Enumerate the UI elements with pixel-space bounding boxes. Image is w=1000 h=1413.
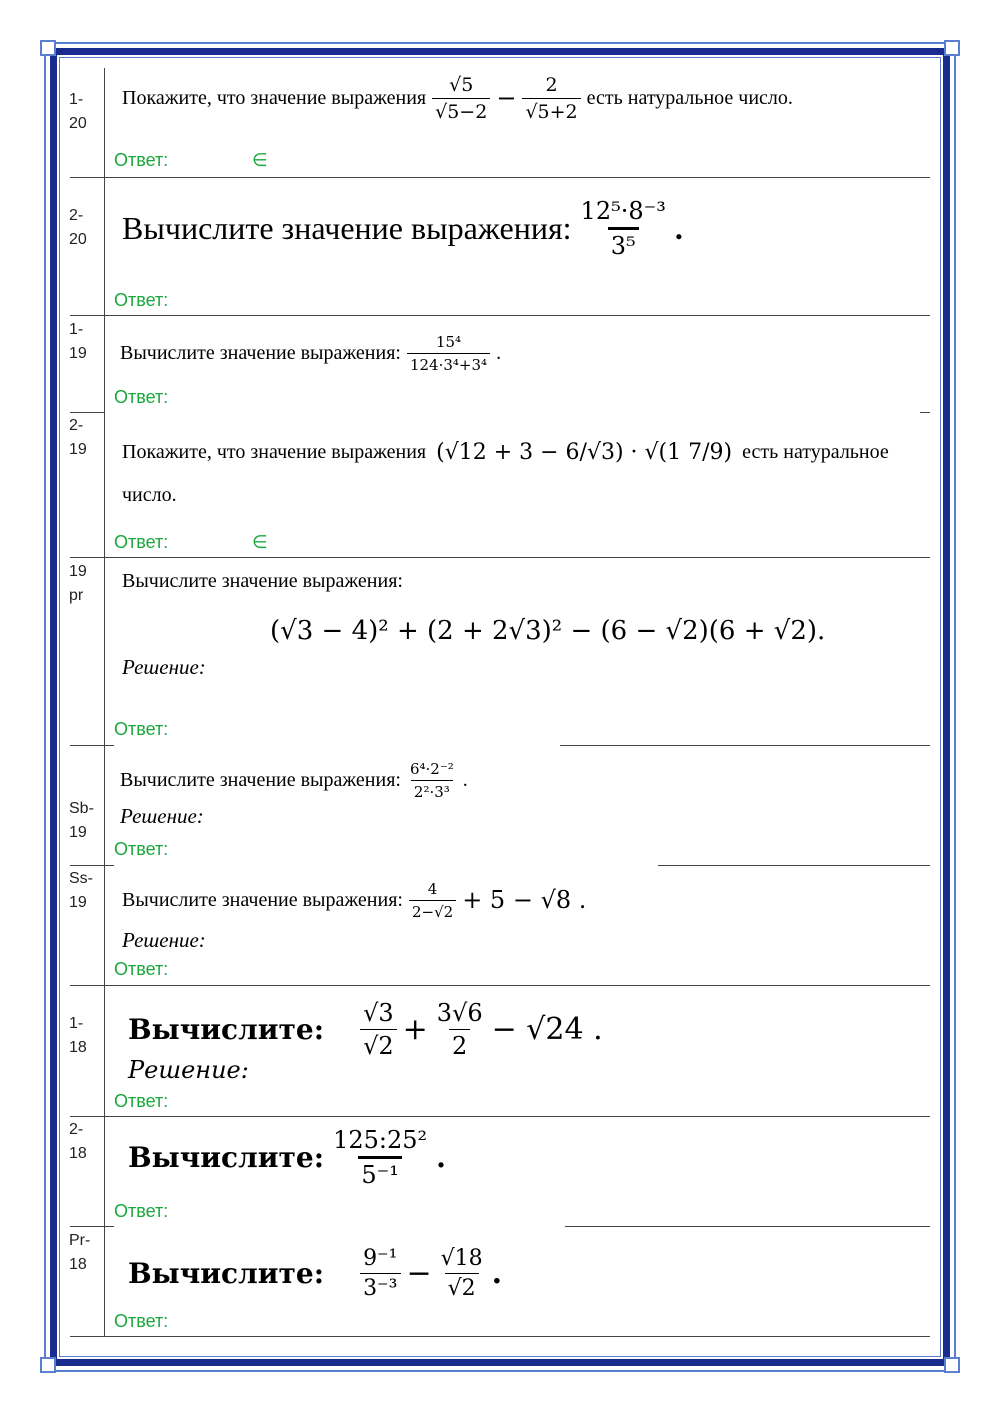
answer-label: Ответ:: [114, 1201, 169, 1221]
answer-label: Ответ:: [114, 290, 169, 310]
answer-label: Ответ:: [114, 532, 169, 552]
problem-number: 1- 20: [69, 91, 87, 132]
table-column-divider: [104, 68, 105, 1336]
problem-number: 1- 18: [69, 1015, 87, 1056]
row-divider: [920, 412, 930, 413]
problem-statement: Покажите, что значение выражения $\frac{√5}{√5-2}$ − $\frac{2}{√5+2}$ есть натуральное число.: [122, 73, 793, 123]
element-of-symbol: ∈: [252, 532, 268, 553]
problem-statement: Вычислите: $\frac{\text{125:25²}}{\text{5⁻¹}}$ .: [128, 1125, 446, 1189]
row-divider: [70, 1226, 114, 1227]
row-divider: [565, 1226, 930, 1227]
solution-label: Решение:: [120, 804, 204, 828]
problem-text: есть натуральное число.: [586, 86, 793, 109]
problem-text: есть натуральное: [742, 440, 889, 463]
problem-statement: Вычислите значение выражения: $\frac{\text{12⁵·8⁻³}}{\text{3⁵}}$ .: [122, 196, 683, 260]
problem-statement: Вычислите: $\frac{√3}{√2}$ + $\frac{3√6}{2}$ − √24 .: [128, 998, 603, 1060]
answer-label: Ответ:: [114, 839, 169, 859]
problem-statement: Вычислите значение выражения: $\frac{\text{15⁴}}{\text{124·3⁴+3⁴}}$ .: [120, 332, 502, 374]
problem-statement: [122, 422, 889, 482]
problem-text: Вычислите:: [128, 1140, 325, 1174]
row-divider: [70, 412, 104, 413]
corner-ornament: [944, 40, 960, 56]
answer-label: Ответ:: [114, 719, 169, 739]
answer-label: Ответ:: [114, 959, 169, 979]
problem-statement: Вычислите: $\frac{\text{9⁻¹}}{\text{3⁻³}}$ − $\frac{√18}{√2}$ .: [128, 1245, 503, 1301]
problem-number: 1- 19: [69, 321, 87, 362]
row-divider: [70, 865, 114, 866]
problem-text: Вычислите:: [128, 1012, 325, 1046]
answer-label: Ответ:: [114, 387, 169, 407]
fraction: $\frac{\text{125:25²}}{\text{5⁻¹}}$: [333, 1125, 428, 1189]
row-divider: [70, 557, 930, 558]
element-of-symbol: ∈: [252, 150, 268, 171]
fraction: $\frac{4}{2-√2}$: [409, 880, 456, 921]
problem-number: 2- 19: [69, 417, 87, 458]
problem-text: число.: [122, 484, 177, 506]
fraction: $\frac{√18}{√2}$: [440, 1245, 483, 1301]
fraction: $\frac{\text{9⁻¹}}{\text{3⁻³}}$: [360, 1246, 400, 1301]
problem-text: Покажите, что значение выражения: [122, 86, 427, 109]
problem-number: Sb- 19: [69, 800, 94, 841]
problem-number: 19 pr: [69, 563, 87, 604]
corner-ornament: [40, 40, 56, 56]
row-divider: [70, 745, 114, 746]
fraction: $\frac{√5}{√5-2}$: [432, 74, 490, 123]
problem-statement: [122, 872, 586, 928]
solution-label: Решение:: [122, 928, 206, 952]
problem-number: Ss- 19: [69, 870, 93, 911]
fraction: $\frac{\text{12⁵·8⁻³}}{\text{3⁵}}$: [580, 196, 666, 260]
math-expression: (√3 − 4)² + (2 + 2√3)² − (6 − √2)(6 + √2).: [270, 616, 826, 646]
fraction: $\frac{\text{6⁴·2⁻²}}{\text{2²·3³}}$: [409, 759, 454, 801]
corner-ornament: [944, 1357, 960, 1373]
row-divider: [658, 865, 930, 866]
problem-number: 2- 18: [69, 1121, 87, 1162]
problem-text: Вычислите:: [128, 1256, 325, 1290]
math-expression: (√12 + 3 − 6/√3) · √(1 7/9): [436, 439, 733, 465]
problem-text: Вычислите значение выражения:: [122, 209, 572, 246]
fraction: $\frac{2}{√5+2}$: [522, 74, 580, 123]
row-divider: [70, 985, 930, 986]
problem-number: 2- 20: [69, 207, 87, 248]
row-divider: [70, 1336, 930, 1337]
problem-text: Покажите, что значение выражения: [122, 440, 427, 463]
problem-text: Вычислите значение выражения:: [122, 888, 403, 911]
fraction: $\frac{√3}{√2}$: [360, 999, 397, 1060]
corner-ornament: [40, 1357, 56, 1373]
problem-text: Вычислите значение выражения:: [120, 341, 401, 364]
row-divider: [70, 315, 930, 316]
problem-statement: Вычислите значение выражения: $\frac{\text{6⁴·2⁻²}}{\text{2²·3³}}$ .: [120, 759, 468, 801]
problem-text: Вычислите значение выражения:: [122, 570, 403, 592]
row-divider: [70, 1116, 930, 1117]
fraction: $\frac{3√6}{2}$: [436, 998, 483, 1060]
row-divider: [560, 745, 930, 746]
math-expression: + 5 − √8 .: [462, 886, 587, 914]
fraction: $\frac{\text{15⁴}}{\text{124·3⁴+3⁴}}$: [407, 333, 490, 374]
row-divider: [70, 177, 930, 178]
answer-label: Ответ:: [114, 150, 169, 170]
answer-label: Ответ:: [114, 1311, 169, 1331]
solution-label: Решение:: [128, 1056, 249, 1084]
solution-label: Решение:: [122, 655, 206, 679]
problem-number: Pr- 18: [69, 1232, 91, 1273]
answer-label: Ответ:: [114, 1091, 169, 1111]
problem-text: Вычислите значение выражения:: [120, 768, 401, 791]
